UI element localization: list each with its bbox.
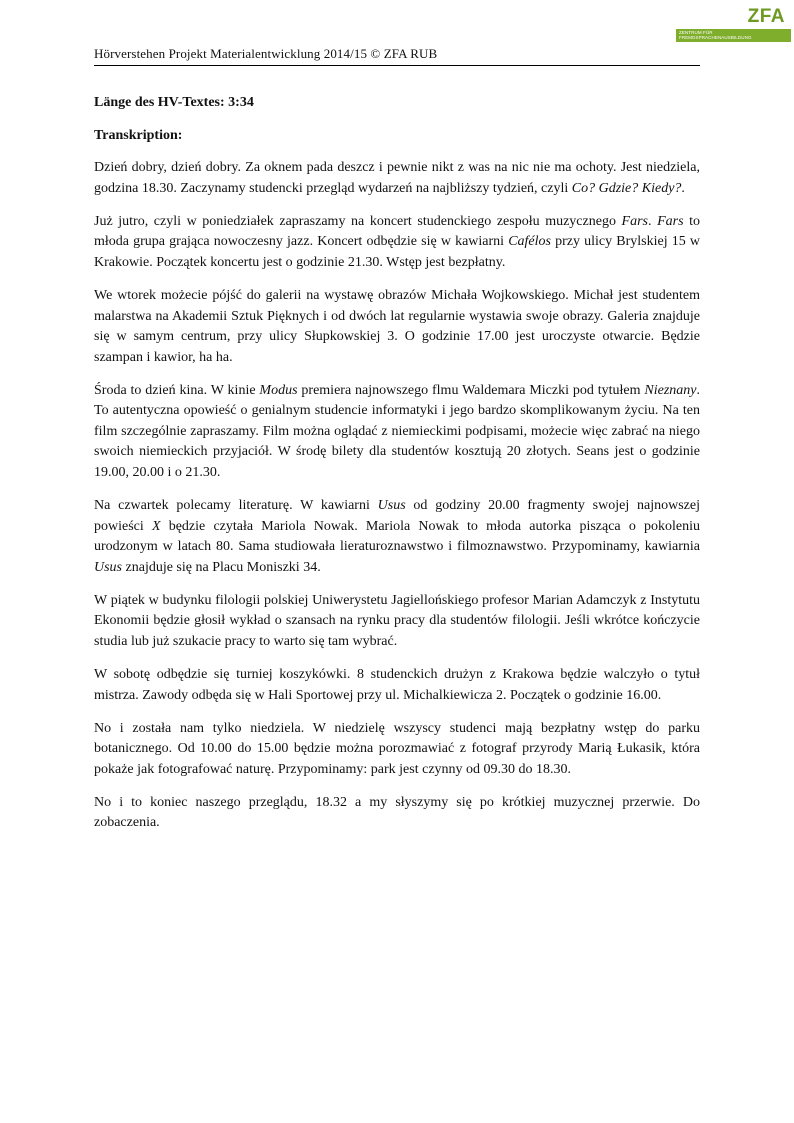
italic-title-run: X: [151, 518, 161, 534]
text-run: We wtorek możecie pójść do galerii na wystawę obrazów Michała Wojkowskiego. Michał jest studentem malarstwa na Akademii Sztuk Pięknych i od dwóch lat regularnie wystawia swoje obrazy. Galeria znajduje się w samym centrum, przy ulicy Słupkowskiej 3. O godzinie 17.00 jest uroczyste otwarcie. Będzie szampan i kawior, ha ha.: [94, 287, 700, 365]
italic-title-run: Fars: [657, 213, 684, 229]
italic-title-run: Fars: [621, 213, 648, 229]
text-run: W sobotę odbędzie się turniej koszykówki. 8 studenckich drużyn z Krakowa będzie walczyło o tytuł mistrza. Zawody odbęda się w Hali Sportowej przy ul. Michalkiewicza 2. Początek o godzinie 16.00.: [94, 667, 700, 703]
text-run: No i została nam tylko niedziela. W niedzielę wszyscy studenci mają bezpłatny wstęp do parku botanicznego. Od 10.00 do 15.00 będzie można porozmawiać z fotograf przyrody Marią Łukasik, która pokaże jak fotografować naturę. Przypominamy: park jest czynny od 09.30 do 18.30.: [94, 720, 700, 777]
transcript-paragraph: [94, 212, 700, 274]
italic-title-run: Nieznany: [644, 382, 697, 398]
text-run: No i to koniec naszego przeglądu, 18.32 a my słyszymy się po krótkiej muzycznej przerwie. Do zobaczenia.: [94, 794, 700, 831]
text-run: Już jutro, czyli w poniedziałek zapraszamy na koncert studenckiego zespołu muzycznego: [94, 213, 622, 229]
text-run: znajduje się na Placu Moniszki 34.: [122, 559, 321, 575]
text-run: przy ulicy Brylskiej 15 w Krakowie. Początek koncertu jest o godzinie 21.30. Wstęp jest bezpłatny.: [94, 234, 700, 270]
transcript-paragraph: [94, 158, 700, 199]
italic-title-run: Usus: [94, 559, 123, 575]
transcript-paragraph: [94, 496, 700, 578]
text-run: Środa to dzień kina. W kinie: [94, 382, 260, 398]
running-header: Hörverstehen Projekt Materialentwicklung 2014/15 © ZFA RUB: [94, 46, 438, 61]
logo-subtitle-line-1: ZENTRUM FÜR: [679, 30, 713, 35]
italic-title-run: Modus: [259, 382, 298, 398]
transcript-paragraphs: [94, 158, 700, 834]
text-length-label: Länge des HV-Textes: 3:34: [94, 95, 254, 110]
text-run: Na czwartek polecamy literaturę. W kawiarni: [94, 498, 378, 514]
transcript-paragraph: [94, 719, 700, 781]
logo-wordmark: ZFA: [747, 6, 785, 27]
text-run: W piątek w budynku filologii polskiej Uniwerystetu Jagiellońskiego profesor Marian Adamczyk z Instytutu Ekonomii będzie głosił wykład o szansach na rynku pracy dla studentów filologii. Jeśli wkrótce kończycie studia lub już szukacie pracy to warto się tam wybrać.: [94, 592, 700, 650]
transcript-paragraph: [94, 591, 700, 653]
transcript-paragraph: [94, 665, 700, 706]
text-run: od godziny 20.00 fragmenty swojej najnowszej powieści: [94, 498, 700, 534]
transcript-paragraph: [94, 381, 700, 484]
header-divider: [94, 65, 700, 66]
document-body: [94, 93, 700, 834]
text-run: .: [681, 180, 685, 196]
text-run: będzie czytała Mariola Nowak. Mariola Nowak to młoda autorka pisząca o pokoleniu urodzonym w latach 80. Sama studiowała lieraturoznawstwo i filmoznawstwo. Przypominamy, kawiarnia: [94, 518, 701, 555]
italic-title-run: Co? Gdzie? Kiedy?: [571, 180, 682, 196]
text-run: to młoda grupa grająca nowoczesny jazz. Koncert odbędzie się w kawiarni: [94, 213, 701, 250]
text-run: premiera najnowszego flmu Waldemara Miczki pod tytułem: [297, 382, 645, 398]
text-run: .: [647, 213, 658, 229]
logo-bar: [676, 29, 791, 42]
text-run: . To autentyczna opowieść o genialnym studencie informatyki i jego bardzo skomplikowanym życiu. Na ten film szczególnie zapraszamy. Film można oglądać z niemieckimi podpisami, możecie więc zabrać na niego swoich niemieckich przyjaciół. W środę bilety dla studentów kosztują 20 złotych. Seans jest o godzinie 19.00, 20.00 i o 21.30.: [94, 382, 700, 481]
transcript-paragraph: [94, 286, 700, 368]
italic-title-run: Usus: [377, 498, 406, 514]
text-run: Dzień dobry, dzień dobry. Za oknem pada deszcz i pewnie nikt z was na nic nie ma ochoty. Jest niedziela, godzina 18.30. Zaczynamy studencki przegląd wydarzeń na najbliższy tydzień, czyli: [94, 160, 700, 196]
transcription-heading: Transkription:: [94, 127, 183, 143]
italic-title-run: Cafélos: [508, 234, 551, 250]
zfa-logo: [676, 6, 791, 42]
transcript-paragraph: [94, 793, 700, 834]
logo-subtitle-line-2: FREMDSPRACHENAUSBILDUNG: [679, 35, 752, 40]
